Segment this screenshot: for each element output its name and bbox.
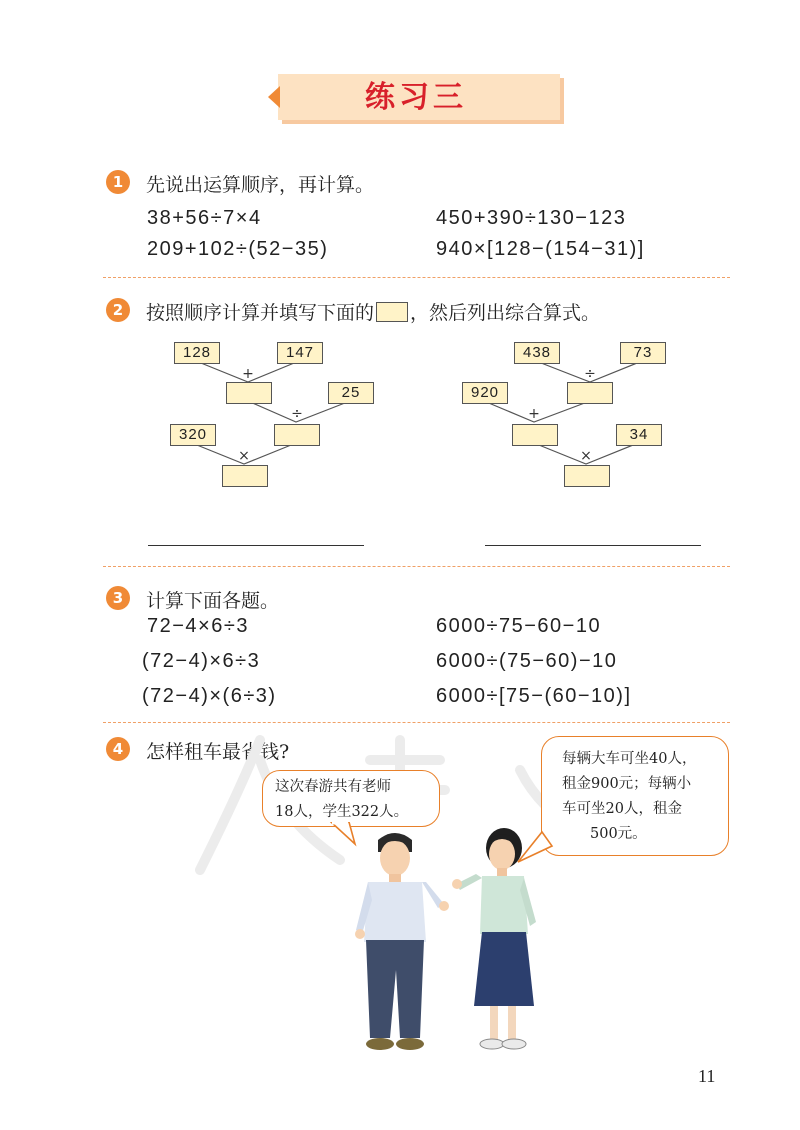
expression: (72−4)×(6÷3) bbox=[142, 685, 277, 707]
answer-line[interactable] bbox=[148, 545, 364, 546]
female-teacher-illustration bbox=[452, 826, 562, 1062]
answer-box[interactable] bbox=[274, 424, 320, 446]
question-heading: 先说出运算顺序，再计算。 bbox=[146, 174, 375, 196]
question-number-badge: 4 bbox=[106, 737, 130, 761]
expression: 6000÷[75−(60−10)] bbox=[436, 685, 632, 707]
section-divider bbox=[103, 566, 730, 567]
flow-connectors bbox=[0, 0, 800, 500]
expression: 72−4×6÷3 bbox=[147, 615, 249, 637]
flow-number-box: 128 bbox=[174, 342, 220, 364]
expression: (72−4)×6÷3 bbox=[142, 650, 261, 672]
question-heading: 怎样租车最省钱? bbox=[146, 741, 290, 763]
answer-box[interactable] bbox=[222, 465, 268, 487]
operator-symbol: × bbox=[238, 448, 250, 464]
operator-symbol: + bbox=[528, 406, 540, 422]
bubble-line: 车可坐20人，租金 bbox=[562, 801, 682, 817]
question-number-badge: 3 bbox=[106, 586, 130, 610]
bubble-line: 18人，学生322人。 bbox=[275, 804, 409, 820]
answer-line[interactable] bbox=[485, 545, 701, 546]
flow-number-box: 320 bbox=[170, 424, 216, 446]
answer-box[interactable] bbox=[512, 424, 558, 446]
operator-symbol: × bbox=[580, 448, 592, 464]
answer-box[interactable] bbox=[564, 465, 610, 487]
heading-text: 按照顺序计算并填写下面的 bbox=[146, 302, 375, 324]
expression: 6000÷(75−60)−10 bbox=[436, 650, 618, 672]
operator-symbol: ÷ bbox=[291, 406, 303, 422]
heading-text: ，然后列出综合算式。 bbox=[410, 302, 601, 324]
answer-box[interactable] bbox=[567, 382, 613, 404]
operator-symbol: + bbox=[242, 366, 254, 382]
expression: 940×[128−(154−31)] bbox=[436, 238, 645, 260]
bubble-line: 500元。 bbox=[590, 826, 647, 842]
question-number-badge: 1 bbox=[106, 170, 130, 194]
question-number-badge: 2 bbox=[106, 298, 130, 322]
expression: 209+102÷(52−35) bbox=[147, 238, 329, 260]
flow-number-box: 920 bbox=[462, 382, 508, 404]
section-divider bbox=[103, 722, 730, 723]
woman-speech-bubble bbox=[541, 736, 729, 856]
expression: 450+390÷130−123 bbox=[436, 207, 627, 229]
flow-number-box: 438 bbox=[514, 342, 560, 364]
bubble-line: 租金900元；每辆小 bbox=[562, 776, 692, 792]
bubble-line: 每辆大车可坐40人， bbox=[562, 751, 697, 767]
flow-number-box: 34 bbox=[616, 424, 662, 446]
question-heading: 计算下面各题。 bbox=[146, 590, 280, 612]
bubble-line: 这次春游共有老师 bbox=[275, 779, 391, 795]
expression: 38+56÷7×4 bbox=[147, 207, 262, 229]
expression: 6000÷75−60−10 bbox=[436, 615, 602, 637]
flow-number-box: 147 bbox=[277, 342, 323, 364]
operator-symbol: ÷ bbox=[584, 366, 596, 382]
flow-number-box: 73 bbox=[620, 342, 666, 364]
male-teacher-illustration bbox=[340, 830, 450, 1066]
teacher-speech-bubble bbox=[262, 770, 440, 827]
page-number: 11 bbox=[698, 1066, 716, 1086]
page-title: 练习三 bbox=[365, 80, 467, 115]
answer-box[interactable] bbox=[226, 382, 272, 404]
flow-number-box: 25 bbox=[328, 382, 374, 404]
